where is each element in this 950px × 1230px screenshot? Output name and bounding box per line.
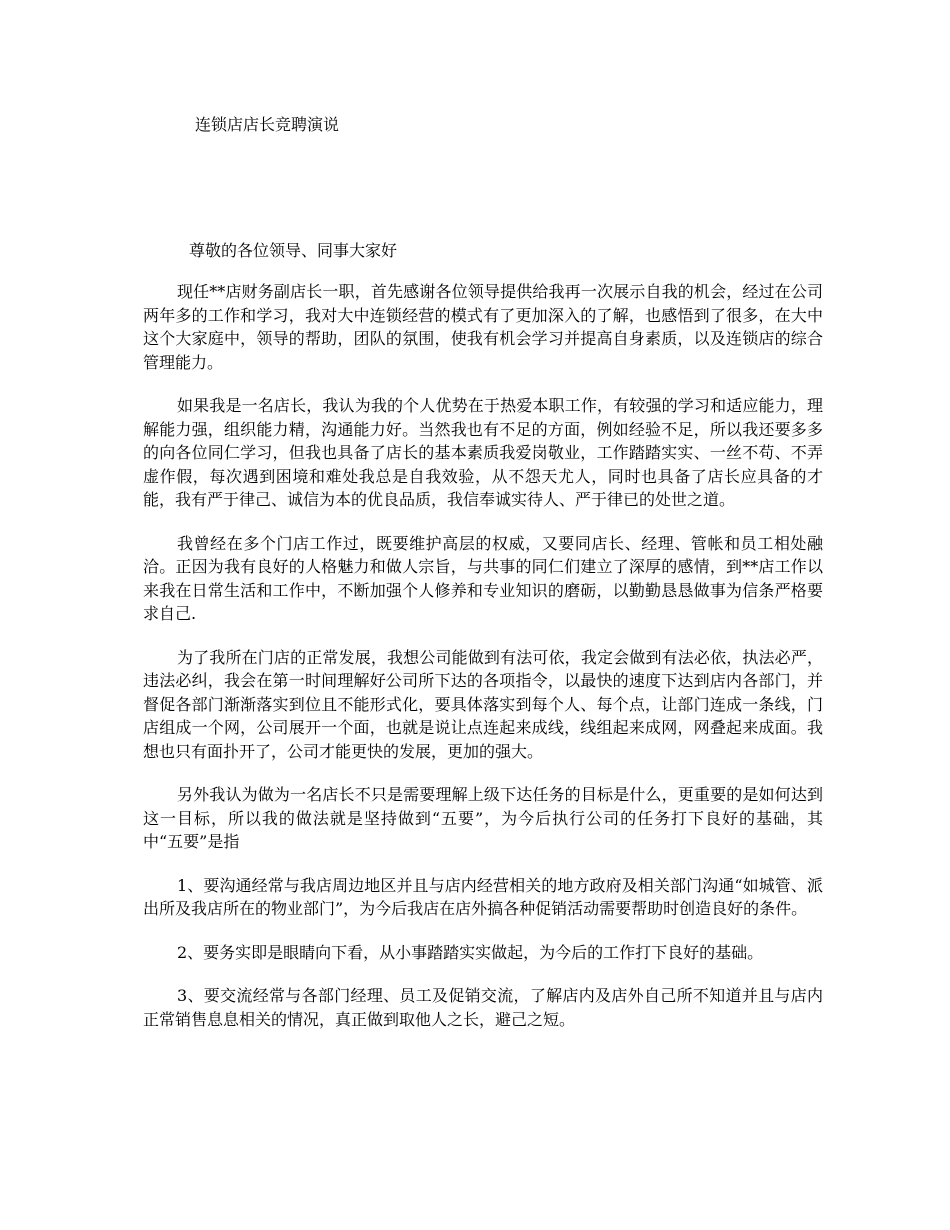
paragraph-intro: 现任**店财务副店长一职，首先感谢各位领导提供给我再一次展示自我的机会，经过在公司两年多的工作和学习，我对大中连锁经营的模式有了更加深入的了解，也感悟到了很多，在大中这个大家庭中，领导的帮助，团队的氛围，使我有机会学习并提高自身素质，以及连锁店的综合管理能力。 xyxy=(143,282,823,372)
paragraph-strengths: 如果我是一名店长，我认为我的个人优势在于热爱本职工作，有较强的学习和适应能力，理解能力强，组织能力精，沟通能力好。当然我也有不足的方面，例如经验不足，所以我还要多多的向各位同仁学习，但我也具备了店长的基本素质我爱岗敬业，工作踏踏实实、一丝不苟、不弄虚作假，每次遇到困境和难处我总是自我效验，从不怨天尤人，同时也具备了店长应具备的才能，我有严于律己、诚信为本的优良品质，我信奉诚实待人、严于律已的处世之道。 xyxy=(143,396,823,509)
paragraph-item-3: 3、要交流经常与各部门经理、员工及促销交流，了解店内及店外自己所不知道并且与店内正常销售息息相关的情况，真正做到取他人之长，避己之短。 xyxy=(143,986,823,1029)
paragraph-development: 为了我所在门店的正常发展，我想公司能做到有法可依，我定会做到有法必依，执法必严，违法必纠，我会在第一时间理解好公司所下达的各项指令，以最快的速度下达到店内各部门，并督促各部门渐渐落实到位且不能形式化，要具体落实到每个人、每个点，让部门连成一条线，门店组成一个网，公司展开一个面，也就是说让点连起来成线，线组起来成网，网叠起来成面。我想也只有面扑开了，公司才能更快的发展，更加的强大。 xyxy=(143,647,823,761)
paragraph-item-2: 2、要务实即是眼睛向下看，从小事踏踏实实做起，为今后的工作打下良好的基础。 xyxy=(177,942,764,962)
paragraph-experience: 我曾经在多个门店工作过，既要维护高层的权威，又要同店长、经理、管帐和员工相处融洽。正因为我有良好的人格魅力和做人宗旨，与共事的同仁们建立了深厚的感情，到**店工作以来我在日常生活和工作中，不断加强个人修养和专业知识的磨砺，以勤勤恳恳做事为信条严格要求自己. xyxy=(143,533,823,623)
greeting-line: 尊敬的各位领导、同事大家好 xyxy=(189,241,398,260)
document-title: 连锁店店长竞聘演说 xyxy=(195,115,340,134)
paragraph-five-musts: 另外我认为做为一名店长不只是需要理解上级下达任务的目标是什么，更重要的是如何达到这一目标，所以我的做法就是坚持做到“五要”，为今后执行公司的任务打下良好的基础，其中“五要”是指 xyxy=(143,785,823,851)
paragraph-item-1: 1、要沟通经常与我店周边地区并且与店内经营相关的地方政府及相关部门沟通“如城管、派出所及我店所在的物业部门”，为今后我店在店外搞各种促销活动需要帮助时创造良好的条件。 xyxy=(143,875,823,918)
document-body xyxy=(143,280,823,1051)
